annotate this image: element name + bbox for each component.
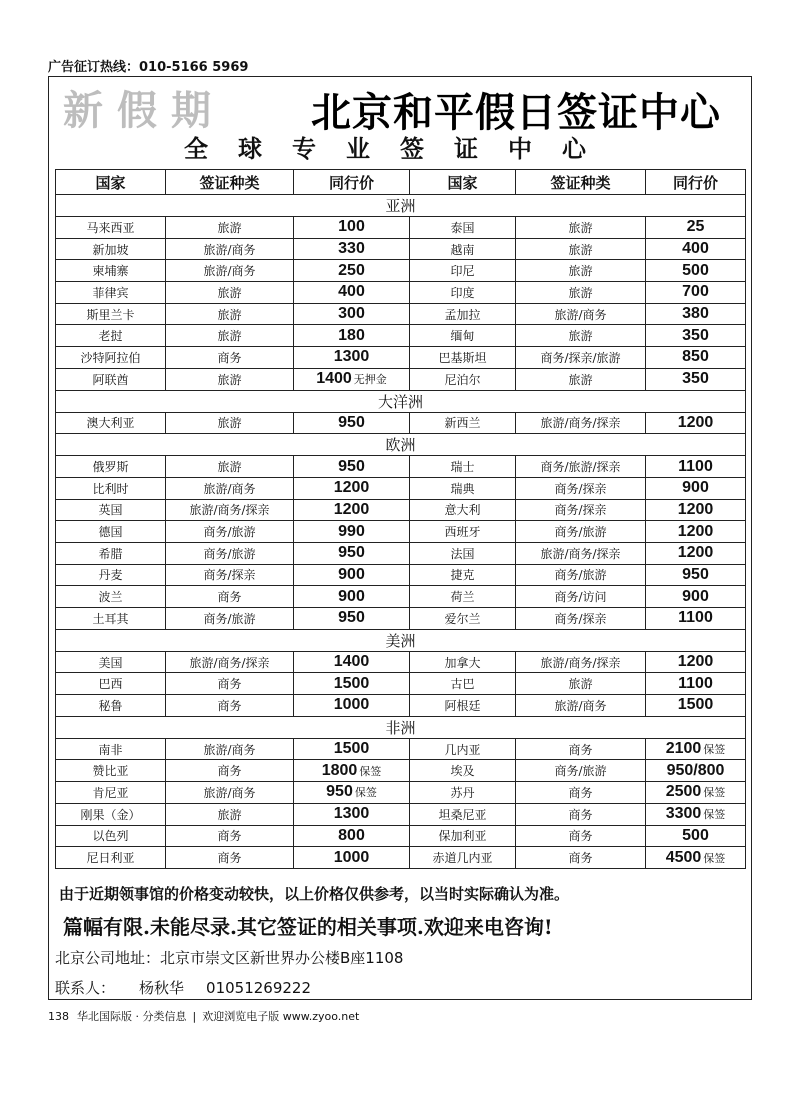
country-cell: 赞比亚 bbox=[56, 760, 166, 782]
visa-type-cell: 旅游/商务/探亲 bbox=[166, 499, 294, 521]
price-cell bbox=[646, 695, 746, 717]
price-value: 2500 bbox=[665, 783, 702, 801]
visa-type-cell: 旅游/商务/探亲 bbox=[516, 542, 646, 564]
visa-type-cell: 商务 bbox=[166, 760, 294, 782]
price-cell bbox=[294, 847, 410, 869]
price-disclaimer: 由于近期领事馆的价格变动较快，以上价格仅供参考，以当时实际确认为准。 bbox=[59, 885, 570, 903]
visa-type-cell: 商务 bbox=[166, 847, 294, 869]
ad-header bbox=[49, 77, 751, 167]
price-value: 100 bbox=[338, 218, 365, 236]
price-value: 1200 bbox=[677, 544, 714, 562]
table-row bbox=[56, 782, 746, 804]
price-cell bbox=[294, 499, 410, 521]
price-value: 950 bbox=[682, 565, 709, 583]
price-cell bbox=[294, 238, 410, 260]
visa-type-cell: 旅游/商务 bbox=[516, 695, 646, 717]
visa-type-cell: 商务/探亲 bbox=[166, 564, 294, 586]
price-value: 1100 bbox=[678, 609, 713, 627]
price-value: 400 bbox=[682, 240, 709, 258]
price-cell bbox=[294, 303, 410, 325]
country-cell: 印度 bbox=[410, 282, 516, 304]
price-value: 4500 bbox=[665, 848, 702, 866]
table-row bbox=[56, 456, 746, 478]
country-cell: 马来西亚 bbox=[56, 217, 166, 239]
country-cell: 保加利亚 bbox=[410, 825, 516, 847]
price-value: 800 bbox=[338, 826, 365, 844]
country-cell: 尼泊尔 bbox=[410, 368, 516, 390]
price-value: 900 bbox=[338, 565, 365, 583]
table-header-row bbox=[56, 170, 746, 195]
table-row bbox=[56, 325, 746, 347]
visa-type-cell: 商务 bbox=[166, 347, 294, 369]
price-note: 无押金 bbox=[353, 374, 387, 387]
visa-type-cell: 商务 bbox=[166, 695, 294, 717]
table-row bbox=[56, 760, 746, 782]
visa-type-cell: 商务 bbox=[516, 738, 646, 760]
col-header-country: 国家 bbox=[56, 170, 166, 195]
price-cell bbox=[646, 847, 746, 869]
table-row bbox=[56, 477, 746, 499]
price-cell bbox=[646, 368, 746, 390]
country-cell: 坦桑尼亚 bbox=[410, 803, 516, 825]
price-cell bbox=[646, 564, 746, 586]
country-cell: 缅甸 bbox=[410, 325, 516, 347]
price-note: 保签 bbox=[359, 765, 382, 778]
website-link[interactable]: 欢迎浏览电子版 www.zyoo.net bbox=[202, 1010, 360, 1023]
country-cell: 阿根廷 bbox=[410, 695, 516, 717]
price-value: 900 bbox=[682, 587, 709, 605]
contact-phone: 01051269222 bbox=[206, 979, 312, 997]
visa-type-cell: 商务/探亲/旅游 bbox=[516, 347, 646, 369]
visa-type-cell: 商务/探亲 bbox=[516, 499, 646, 521]
price-value: 1200 bbox=[333, 479, 370, 497]
table-row bbox=[56, 803, 746, 825]
price-cell bbox=[294, 673, 410, 695]
price-value: 25 bbox=[686, 218, 705, 236]
price-value: 1200 bbox=[677, 653, 714, 671]
visa-type-cell: 商务/旅游 bbox=[166, 521, 294, 543]
edition-label: 华北国际版 · 分类信息 bbox=[77, 1010, 187, 1023]
price-cell bbox=[646, 325, 746, 347]
table-row bbox=[56, 651, 746, 673]
table-row bbox=[56, 542, 746, 564]
price-cell bbox=[294, 738, 410, 760]
visa-type-cell: 商务 bbox=[166, 586, 294, 608]
region-heading: 大洋洲 bbox=[56, 390, 746, 412]
country-cell: 俄罗斯 bbox=[56, 456, 166, 478]
price-value: 350 bbox=[682, 326, 709, 344]
visa-type-cell: 商务/旅游 bbox=[516, 564, 646, 586]
price-cell bbox=[646, 217, 746, 239]
visa-type-cell: 商务 bbox=[516, 782, 646, 804]
price-value: 300 bbox=[338, 305, 365, 323]
table-row bbox=[56, 673, 746, 695]
visa-type-cell: 商务 bbox=[516, 847, 646, 869]
country-cell: 沙特阿拉伯 bbox=[56, 347, 166, 369]
price-value: 700 bbox=[682, 283, 709, 301]
country-cell: 尼日利亚 bbox=[56, 847, 166, 869]
price-cell bbox=[294, 477, 410, 499]
price-value: 1200 bbox=[677, 500, 714, 518]
price-cell bbox=[646, 521, 746, 543]
brand-logo-text: 新假期 bbox=[63, 87, 225, 134]
visa-type-cell: 商务 bbox=[516, 803, 646, 825]
country-cell: 法国 bbox=[410, 542, 516, 564]
price-value: 1400 bbox=[333, 653, 370, 671]
price-cell bbox=[646, 803, 746, 825]
country-cell: 印尼 bbox=[410, 260, 516, 282]
ad-frame bbox=[48, 76, 752, 1000]
brand-tagline: 全球专业签证中心 bbox=[184, 134, 616, 163]
price-cell bbox=[294, 282, 410, 304]
visa-type-cell: 旅游/商务/探亲 bbox=[516, 651, 646, 673]
price-value: 1200 bbox=[333, 500, 370, 518]
price-cell bbox=[646, 282, 746, 304]
region-row bbox=[56, 434, 746, 456]
price-cell bbox=[294, 217, 410, 239]
visa-type-cell: 旅游 bbox=[166, 803, 294, 825]
region-row bbox=[56, 629, 746, 651]
visa-type-cell: 旅游/商务 bbox=[516, 303, 646, 325]
price-value: 850 bbox=[682, 348, 709, 366]
price-cell bbox=[646, 456, 746, 478]
country-cell: 美国 bbox=[56, 651, 166, 673]
promo-slogan: 篇幅有限.未能尽录.其它签证的相关事项.欢迎来电咨询! bbox=[63, 915, 553, 939]
col-header-visa-type: 签证种类 bbox=[516, 170, 646, 195]
country-cell: 苏丹 bbox=[410, 782, 516, 804]
price-cell bbox=[646, 303, 746, 325]
price-value: 350 bbox=[682, 370, 709, 388]
country-cell: 德国 bbox=[56, 521, 166, 543]
price-cell bbox=[646, 238, 746, 260]
price-cell bbox=[294, 456, 410, 478]
price-value: 500 bbox=[682, 826, 709, 844]
table-body bbox=[56, 195, 746, 869]
country-cell: 捷克 bbox=[410, 564, 516, 586]
price-note: 保签 bbox=[354, 787, 377, 800]
country-cell: 古巴 bbox=[410, 673, 516, 695]
country-cell: 柬埔寨 bbox=[56, 260, 166, 282]
country-cell: 希腊 bbox=[56, 542, 166, 564]
country-cell: 瑞士 bbox=[410, 456, 516, 478]
table-row bbox=[56, 238, 746, 260]
visa-type-cell: 商务/旅游 bbox=[516, 521, 646, 543]
price-value: 400 bbox=[338, 283, 365, 301]
country-cell: 刚果（金） bbox=[56, 803, 166, 825]
price-value: 2100 bbox=[665, 740, 702, 758]
country-cell: 英国 bbox=[56, 499, 166, 521]
country-cell: 荷兰 bbox=[410, 586, 516, 608]
price-cell bbox=[646, 499, 746, 521]
price-cell bbox=[294, 368, 410, 390]
table-row bbox=[56, 282, 746, 304]
price-cell bbox=[646, 760, 746, 782]
visa-type-cell: 旅游 bbox=[166, 368, 294, 390]
country-cell: 土耳其 bbox=[56, 608, 166, 630]
table-row bbox=[56, 260, 746, 282]
price-value: 950 bbox=[338, 457, 365, 475]
price-cell bbox=[646, 347, 746, 369]
country-cell: 越南 bbox=[410, 238, 516, 260]
col-header-price: 同行价 bbox=[646, 170, 746, 195]
country-cell: 肯尼亚 bbox=[56, 782, 166, 804]
visa-type-cell: 商务/旅游/探亲 bbox=[516, 456, 646, 478]
country-cell: 瑞典 bbox=[410, 477, 516, 499]
price-cell bbox=[646, 825, 746, 847]
visa-type-cell: 商务/旅游 bbox=[166, 608, 294, 630]
price-cell bbox=[646, 477, 746, 499]
price-value: 950/800 bbox=[666, 761, 725, 779]
price-cell bbox=[646, 412, 746, 434]
table-row bbox=[56, 412, 746, 434]
visa-type-cell: 旅游 bbox=[166, 456, 294, 478]
table-row bbox=[56, 608, 746, 630]
price-note: 保签 bbox=[703, 744, 726, 757]
country-cell: 爱尔兰 bbox=[410, 608, 516, 630]
price-note: 保签 bbox=[703, 809, 726, 822]
country-cell: 意大利 bbox=[410, 499, 516, 521]
country-cell: 加拿大 bbox=[410, 651, 516, 673]
price-cell bbox=[294, 782, 410, 804]
country-cell: 菲律宾 bbox=[56, 282, 166, 304]
country-cell: 丹麦 bbox=[56, 564, 166, 586]
country-cell: 埃及 bbox=[410, 760, 516, 782]
visa-type-cell: 旅游 bbox=[516, 282, 646, 304]
visa-type-cell: 旅游/商务/探亲 bbox=[166, 651, 294, 673]
country-cell: 孟加拉 bbox=[410, 303, 516, 325]
price-cell bbox=[294, 325, 410, 347]
price-cell bbox=[294, 586, 410, 608]
visa-type-cell: 旅游 bbox=[516, 368, 646, 390]
country-cell: 西班牙 bbox=[410, 521, 516, 543]
visa-type-cell: 商务 bbox=[166, 673, 294, 695]
country-cell: 老挝 bbox=[56, 325, 166, 347]
price-value: 950 bbox=[338, 413, 365, 431]
visa-type-cell: 旅游/商务 bbox=[166, 477, 294, 499]
price-cell bbox=[646, 738, 746, 760]
country-cell: 巴基斯坦 bbox=[410, 347, 516, 369]
price-value: 1000 bbox=[333, 848, 370, 866]
visa-type-cell: 旅游/商务 bbox=[166, 260, 294, 282]
price-value: 330 bbox=[338, 240, 365, 258]
region-row bbox=[56, 195, 746, 217]
page-footer bbox=[48, 1008, 359, 1024]
visa-type-cell: 商务/旅游 bbox=[516, 760, 646, 782]
price-value: 380 bbox=[682, 305, 709, 323]
country-cell: 比利时 bbox=[56, 477, 166, 499]
price-value: 180 bbox=[338, 326, 365, 344]
table-row bbox=[56, 368, 746, 390]
visa-type-cell: 旅游 bbox=[166, 282, 294, 304]
table-row bbox=[56, 586, 746, 608]
country-cell: 新加坡 bbox=[56, 238, 166, 260]
price-value: 250 bbox=[338, 261, 365, 279]
country-cell: 秘鲁 bbox=[56, 695, 166, 717]
price-value: 950 bbox=[338, 609, 365, 627]
visa-type-cell: 旅游/商务 bbox=[166, 238, 294, 260]
price-value: 1300 bbox=[333, 805, 370, 823]
visa-type-cell: 旅游 bbox=[166, 412, 294, 434]
visa-type-cell: 旅游 bbox=[166, 325, 294, 347]
price-value: 1800 bbox=[321, 761, 358, 779]
country-cell: 新西兰 bbox=[410, 412, 516, 434]
table-row bbox=[56, 825, 746, 847]
ad-hotline: 广告征订热线：010-5166 5969 bbox=[48, 60, 249, 75]
country-cell: 赤道几内亚 bbox=[410, 847, 516, 869]
table-row bbox=[56, 847, 746, 869]
visa-price-table bbox=[55, 169, 746, 869]
table-row bbox=[56, 217, 746, 239]
price-cell bbox=[294, 521, 410, 543]
table-row bbox=[56, 303, 746, 325]
visa-type-cell: 商务/访问 bbox=[516, 586, 646, 608]
country-cell: 南非 bbox=[56, 738, 166, 760]
col-header-country: 国家 bbox=[410, 170, 516, 195]
visa-type-cell: 商务 bbox=[166, 825, 294, 847]
region-heading: 亚洲 bbox=[56, 195, 746, 217]
price-value: 1200 bbox=[677, 413, 714, 431]
country-cell: 波兰 bbox=[56, 586, 166, 608]
visa-type-cell: 旅游 bbox=[516, 325, 646, 347]
country-cell: 几内亚 bbox=[410, 738, 516, 760]
price-cell bbox=[294, 651, 410, 673]
table-row bbox=[56, 564, 746, 586]
visa-type-cell: 旅游 bbox=[166, 303, 294, 325]
region-heading: 美洲 bbox=[56, 629, 746, 651]
country-cell: 澳大利亚 bbox=[56, 412, 166, 434]
price-value: 1500 bbox=[677, 696, 714, 714]
contact-name: 杨秋华 bbox=[139, 979, 185, 997]
price-value: 990 bbox=[338, 522, 365, 540]
price-cell bbox=[294, 542, 410, 564]
price-cell bbox=[294, 803, 410, 825]
price-value: 1100 bbox=[678, 674, 713, 692]
price-cell bbox=[294, 695, 410, 717]
price-cell bbox=[294, 412, 410, 434]
contact-line bbox=[55, 977, 311, 998]
visa-type-cell: 商务/探亲 bbox=[516, 477, 646, 499]
country-cell: 斯里兰卡 bbox=[56, 303, 166, 325]
price-cell bbox=[646, 608, 746, 630]
price-value: 900 bbox=[682, 479, 709, 497]
visa-type-cell: 旅游 bbox=[516, 673, 646, 695]
price-value: 1200 bbox=[677, 522, 714, 540]
company-address: 北京公司地址：北京市崇文区新世界办公楼B座1108 bbox=[55, 949, 404, 967]
table-row bbox=[56, 499, 746, 521]
price-cell bbox=[646, 586, 746, 608]
country-cell: 阿联酋 bbox=[56, 368, 166, 390]
price-value: 1400 bbox=[316, 370, 352, 388]
country-cell: 巴西 bbox=[56, 673, 166, 695]
price-note: 保签 bbox=[703, 852, 726, 865]
price-cell bbox=[294, 608, 410, 630]
col-header-price: 同行价 bbox=[294, 170, 410, 195]
brand-name: 北京和平假日签证中心 bbox=[311, 89, 721, 136]
table-row bbox=[56, 738, 746, 760]
visa-type-cell: 商务 bbox=[516, 825, 646, 847]
price-cell bbox=[294, 260, 410, 282]
price-value: 1300 bbox=[333, 348, 370, 366]
visa-type-cell: 旅游 bbox=[516, 260, 646, 282]
region-row bbox=[56, 390, 746, 412]
price-value: 900 bbox=[338, 587, 365, 605]
price-note: 保签 bbox=[703, 787, 726, 800]
visa-type-cell: 商务/旅游 bbox=[166, 542, 294, 564]
price-value: 1500 bbox=[333, 674, 370, 692]
price-cell bbox=[294, 347, 410, 369]
price-cell bbox=[646, 651, 746, 673]
country-cell: 泰国 bbox=[410, 217, 516, 239]
price-cell bbox=[646, 673, 746, 695]
price-cell bbox=[294, 760, 410, 782]
price-value: 1500 bbox=[333, 740, 370, 758]
visa-type-cell: 旅游 bbox=[516, 217, 646, 239]
price-value: 500 bbox=[682, 261, 709, 279]
visa-type-cell: 旅游/商务/探亲 bbox=[516, 412, 646, 434]
price-value: 950 bbox=[338, 544, 365, 562]
price-cell bbox=[294, 564, 410, 586]
price-value: 1100 bbox=[678, 457, 713, 475]
visa-type-cell: 旅游 bbox=[166, 217, 294, 239]
price-value: 1000 bbox=[333, 696, 370, 714]
footer-separator: | bbox=[192, 1010, 197, 1023]
visa-type-cell: 旅游/商务 bbox=[166, 782, 294, 804]
table-row bbox=[56, 347, 746, 369]
country-cell: 以色列 bbox=[56, 825, 166, 847]
table-row bbox=[56, 521, 746, 543]
price-cell bbox=[646, 542, 746, 564]
visa-type-cell: 旅游/商务 bbox=[166, 738, 294, 760]
contact-label: 联系人： bbox=[55, 979, 116, 997]
region-heading: 欧洲 bbox=[56, 434, 746, 456]
price-cell bbox=[646, 260, 746, 282]
price-cell bbox=[294, 825, 410, 847]
visa-type-cell: 旅游 bbox=[516, 238, 646, 260]
table-row bbox=[56, 695, 746, 717]
price-value: 950 bbox=[326, 783, 353, 801]
region-heading: 非洲 bbox=[56, 716, 746, 738]
visa-type-cell: 商务/探亲 bbox=[516, 608, 646, 630]
price-cell bbox=[646, 782, 746, 804]
page-number: 138 bbox=[48, 1010, 69, 1023]
col-header-visa-type: 签证种类 bbox=[166, 170, 294, 195]
price-value: 3300 bbox=[665, 805, 702, 823]
region-row bbox=[56, 716, 746, 738]
